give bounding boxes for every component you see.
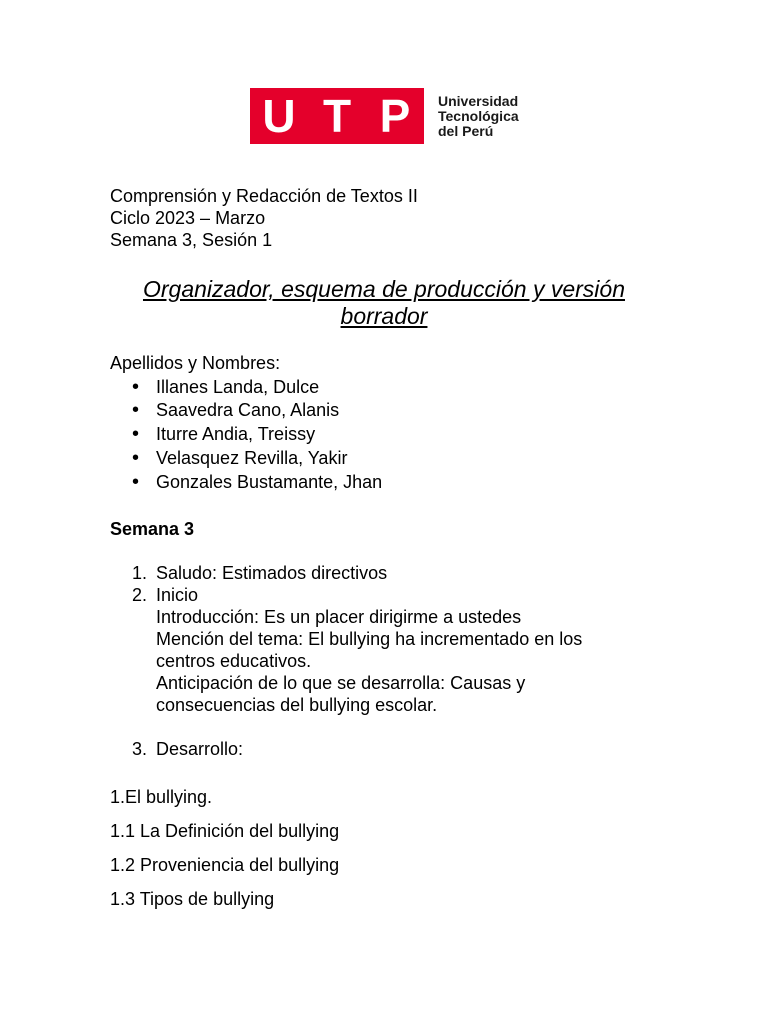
outline-item: 1.1 La Definición del bullying: [110, 821, 340, 841]
spacer: [110, 716, 670, 738]
step-item: [110, 584, 670, 606]
logo-text-line: Universidad: [438, 92, 519, 109]
step-item: [110, 738, 670, 760]
step-text: Inicio: [156, 585, 199, 605]
development-outline: [110, 786, 339, 922]
outline-item: 1.El bullying.: [110, 787, 213, 807]
page-title: [100, 276, 668, 330]
step-sub-line: consecuencias del bullying escolar.: [156, 695, 438, 715]
logo-red-block: [250, 88, 424, 144]
semana-heading: Semana 3: [110, 519, 195, 539]
title-line: borrador: [340, 303, 428, 329]
title-line: Organizador, esquema de producción y versión: [142, 276, 625, 302]
step-text: Saludo: Estimados directivos: [156, 563, 388, 583]
step-item: [110, 562, 670, 584]
list-item: • Saavedra Cano, Alanis: [110, 399, 382, 423]
logo-text-line: Tecnológica: [438, 107, 519, 124]
names-label: Apellidos y Nombres:: [110, 353, 281, 373]
list-item: • Gonzales Bustamante, Jhan: [110, 471, 382, 495]
course-name: Comprensión y Redacción de Textos II: [110, 186, 418, 206]
step-sub-line: Mención del tema: El bullying ha incrementado en los: [156, 629, 583, 649]
outline-item: 1.3 Tipos de bullying: [110, 889, 275, 909]
speech-steps-list: [110, 562, 670, 760]
step-text: Desarrollo:: [156, 739, 244, 759]
logo-letter-p: P: [379, 90, 411, 142]
step-number: 3.: [132, 739, 148, 759]
names-list: [110, 376, 382, 495]
step-number: 1.: [132, 563, 148, 583]
step-sub-line: Anticipación de lo que se desarrolla: Causas y: [156, 673, 526, 693]
student-names-section: [110, 352, 382, 494]
list-item: • Illanes Landa, Dulce: [110, 376, 382, 400]
logo-letter-u: U: [262, 90, 296, 142]
logo-letter-t: T: [322, 90, 352, 142]
step-sub-line: centros educativos.: [156, 651, 312, 671]
session-label: Semana 3, Sesión 1: [110, 230, 273, 250]
logo-text-line: del Perú: [438, 122, 494, 139]
logo-university-name: [438, 94, 519, 139]
step-number: 2.: [132, 585, 148, 605]
document-header: [110, 185, 418, 251]
cycle-label: Ciclo 2023 – Marzo: [110, 208, 266, 228]
outline-item: 1.2 Proveniencia del bullying: [110, 855, 340, 875]
list-item: • Iturre Andia, Treissy: [110, 423, 382, 447]
list-item: • Velasquez Revilla, Yakir: [110, 447, 382, 471]
step-sub-line: Introducción: Es un placer dirigirme a ustedes: [156, 607, 522, 627]
utp-logo: [250, 88, 519, 144]
